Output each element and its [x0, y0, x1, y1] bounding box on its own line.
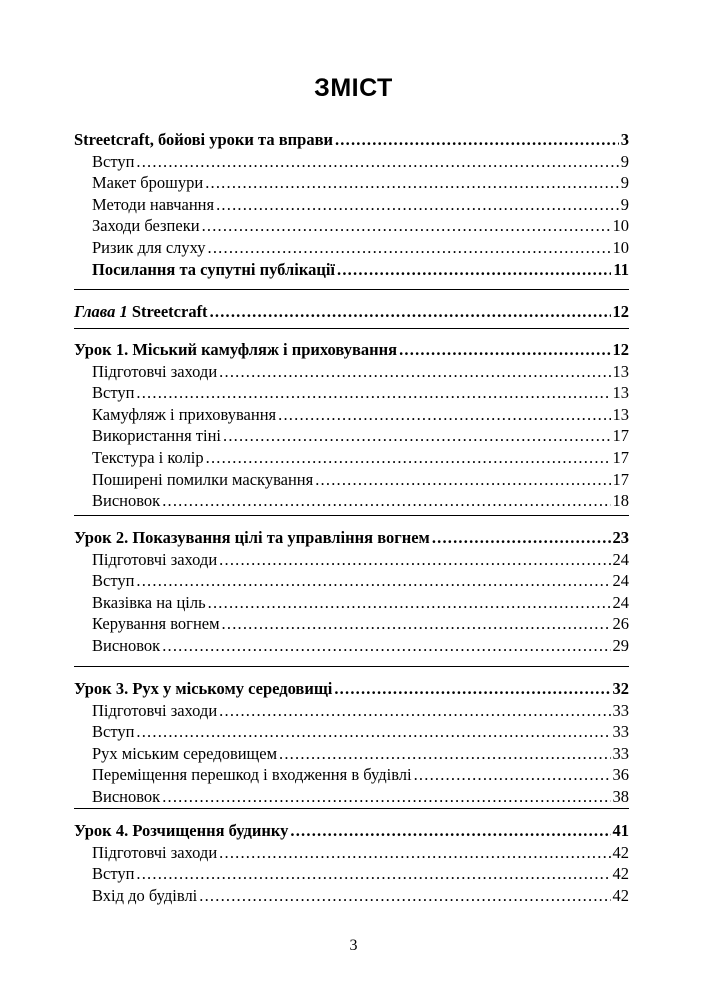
toc-entry[interactable]	[92, 151, 629, 173]
dot-leader	[223, 425, 611, 447]
toc-page-number: 24	[612, 592, 629, 612]
toc-entry-title: Вказівка на ціль	[92, 592, 206, 612]
toc-page-number: 26	[612, 614, 629, 634]
dot-leader	[290, 820, 610, 842]
toc-entry[interactable]	[92, 592, 629, 614]
toc-page-number: 33	[612, 722, 629, 742]
toc-entry[interactable]	[92, 172, 629, 194]
toc-entry-title: Підготовчі заходи	[92, 361, 218, 381]
toc-section-heading[interactable]	[74, 527, 629, 549]
dot-leader	[279, 743, 610, 765]
toc-entry-title: Підготовчі заходи	[92, 700, 218, 720]
dot-leader	[219, 842, 610, 864]
dot-leader	[162, 635, 610, 657]
toc-entry-title: Вступ	[92, 571, 135, 591]
toc-page-number: 9	[620, 173, 629, 193]
dot-leader	[334, 678, 610, 700]
chapter-title: Streetcraft	[131, 302, 208, 321]
section-divider	[74, 328, 629, 329]
toc-entry-title: Поширені помилки маскування	[92, 469, 314, 489]
toc-entry-title: Камуфляж і приховування	[92, 404, 277, 424]
toc-entry[interactable]	[92, 259, 629, 281]
toc-page-number: 9	[620, 151, 629, 171]
toc-entry-title: Вступ	[92, 864, 135, 884]
toc-entry-title: Висновок	[92, 491, 161, 511]
toc-entry[interactable]	[92, 490, 629, 512]
toc-entry[interactable]	[92, 361, 629, 383]
dot-leader	[216, 194, 619, 216]
toc-page-number: 13	[612, 404, 629, 424]
toc-entry-title: Рух міським середовищем	[92, 743, 278, 763]
toc-page-number: 17	[612, 469, 629, 489]
toc-page-number: 41	[612, 821, 629, 840]
toc-page-number: 38	[612, 787, 629, 806]
toc-page-number: 18	[612, 491, 629, 511]
dot-leader	[205, 172, 619, 194]
section-divider	[74, 666, 629, 667]
toc-entry[interactable]	[92, 700, 629, 722]
toc-entry-title: Вступ	[92, 151, 135, 171]
toc-entry-title: Керування вогнем	[92, 614, 220, 634]
dot-leader	[206, 447, 611, 469]
toc-page-number: 12	[612, 302, 629, 321]
toc-entry-title: Висновок	[92, 787, 161, 806]
toc-entry[interactable]	[92, 469, 629, 491]
toc-entry[interactable]	[92, 863, 629, 885]
toc-entry-title: Вхід до будівлі	[92, 885, 198, 905]
dot-leader	[278, 404, 610, 426]
toc-page-number: 13	[612, 383, 629, 403]
toc-entry-title: Посилання та супутні публікації	[92, 259, 336, 279]
dot-leader	[315, 469, 610, 491]
toc-page-number: 42	[612, 885, 629, 905]
dot-leader	[335, 129, 619, 151]
dot-leader	[136, 570, 610, 592]
toc-entry[interactable]	[92, 237, 629, 259]
toc-entry-title: Висновок	[92, 636, 161, 655]
toc-section-heading[interactable]	[74, 820, 629, 842]
chapter-prefix: Глава 1	[74, 302, 128, 321]
toc-entry[interactable]	[92, 194, 629, 216]
toc-page-number: 9	[620, 194, 629, 214]
section-divider	[74, 515, 629, 516]
toc-entry[interactable]	[92, 721, 629, 743]
toc-entry-title: Урок 1. Міський камуфляж і приховування	[74, 340, 398, 359]
toc-entry[interactable]	[92, 570, 629, 592]
toc-entry[interactable]	[92, 382, 629, 404]
toc-entry-title: Вступ	[92, 383, 135, 403]
toc-page-number: 12	[612, 340, 629, 359]
dot-leader	[136, 863, 610, 885]
toc-entry[interactable]	[92, 786, 629, 808]
dot-leader	[199, 885, 610, 907]
dot-leader	[219, 549, 610, 571]
dot-leader	[136, 721, 610, 743]
toc-page-number: 24	[612, 571, 629, 591]
toc-page-number: 33	[612, 743, 629, 763]
section-divider	[74, 289, 629, 290]
toc-entry-title: Streetcraft, бойові уроки та вправи	[74, 130, 333, 149]
toc-page-number: 3	[620, 130, 629, 149]
toc-entry[interactable]	[92, 764, 629, 786]
toc-page-number: 10	[612, 238, 629, 257]
toc-entry-title: Вступ	[92, 722, 135, 742]
toc-page-number: 24	[612, 549, 629, 569]
toc-page-number: 29	[612, 636, 629, 655]
dot-leader	[208, 237, 611, 259]
toc-entry[interactable]	[92, 549, 629, 571]
dot-leader	[222, 613, 611, 635]
toc-entry[interactable]	[92, 447, 629, 469]
toc-page-number: 13	[612, 361, 629, 381]
toc-entry-title: Підготовчі заходи	[92, 549, 218, 569]
dot-leader	[208, 592, 611, 614]
toc-page-number: 42	[612, 864, 629, 884]
toc-entry-title	[74, 301, 208, 323]
toc-entry-title: Переміщення перешкод і входження в будівлі	[92, 765, 412, 785]
toc-page-number: 11	[613, 259, 629, 279]
toc-entry[interactable]	[92, 743, 629, 765]
toc-entry-title: Урок 4. Розчищення будинку	[74, 821, 289, 840]
toc-page-number: 10	[612, 216, 629, 236]
dot-leader	[432, 527, 611, 549]
toc-page-number: 33	[612, 700, 629, 720]
toc-page-number: 36	[612, 765, 629, 785]
dot-leader	[414, 764, 611, 786]
toc-entry-title: Заходи безпеки	[92, 216, 200, 236]
toc-entry[interactable]	[92, 215, 629, 237]
dot-leader	[136, 151, 618, 173]
toc-page-number: 17	[612, 426, 629, 446]
toc-section-heading[interactable]	[74, 339, 629, 361]
toc-entry[interactable]	[92, 613, 629, 635]
toc-section-heading[interactable]	[74, 678, 629, 700]
toc-entry-title: Урок 3. Рух у міському середовищі	[74, 679, 333, 698]
toc-page-number: 42	[612, 842, 629, 862]
toc-section-heading[interactable]	[74, 129, 629, 151]
toc-entry-title: Текстура і колір	[92, 448, 204, 467]
toc-page-number: 17	[612, 448, 629, 467]
toc-entry[interactable]	[92, 425, 629, 447]
dot-leader	[219, 361, 610, 383]
section-divider	[74, 808, 629, 809]
toc-entry-title: Використання тіні	[92, 426, 221, 446]
dot-leader	[337, 259, 611, 281]
toc-entry[interactable]	[92, 404, 629, 426]
toc-entry-title: Макет брошури	[92, 173, 204, 193]
toc-page-number: 23	[612, 528, 629, 547]
toc-entry-title: Методи навчання	[92, 194, 215, 214]
dot-leader	[162, 490, 610, 512]
toc-entry-title: Підготовчі заходи	[92, 842, 218, 862]
page-number: 3	[349, 937, 358, 954]
toc-entry-title: Урок 2. Показування цілі та управління вогнем	[74, 528, 430, 547]
dot-leader	[219, 700, 610, 722]
page-title: ЗМІСТ	[314, 74, 393, 102]
toc-page-number: 32	[612, 679, 629, 698]
dot-leader	[162, 786, 610, 808]
toc-section-heading[interactable]	[74, 301, 629, 323]
dot-leader	[136, 382, 610, 404]
dot-leader	[210, 301, 611, 323]
toc-entry[interactable]	[92, 635, 629, 657]
toc-entry[interactable]	[92, 885, 629, 907]
dot-leader	[399, 339, 610, 361]
toc-entry[interactable]	[92, 842, 629, 864]
toc-entry-title: Ризик для слуху	[92, 238, 206, 257]
dot-leader	[202, 215, 611, 237]
